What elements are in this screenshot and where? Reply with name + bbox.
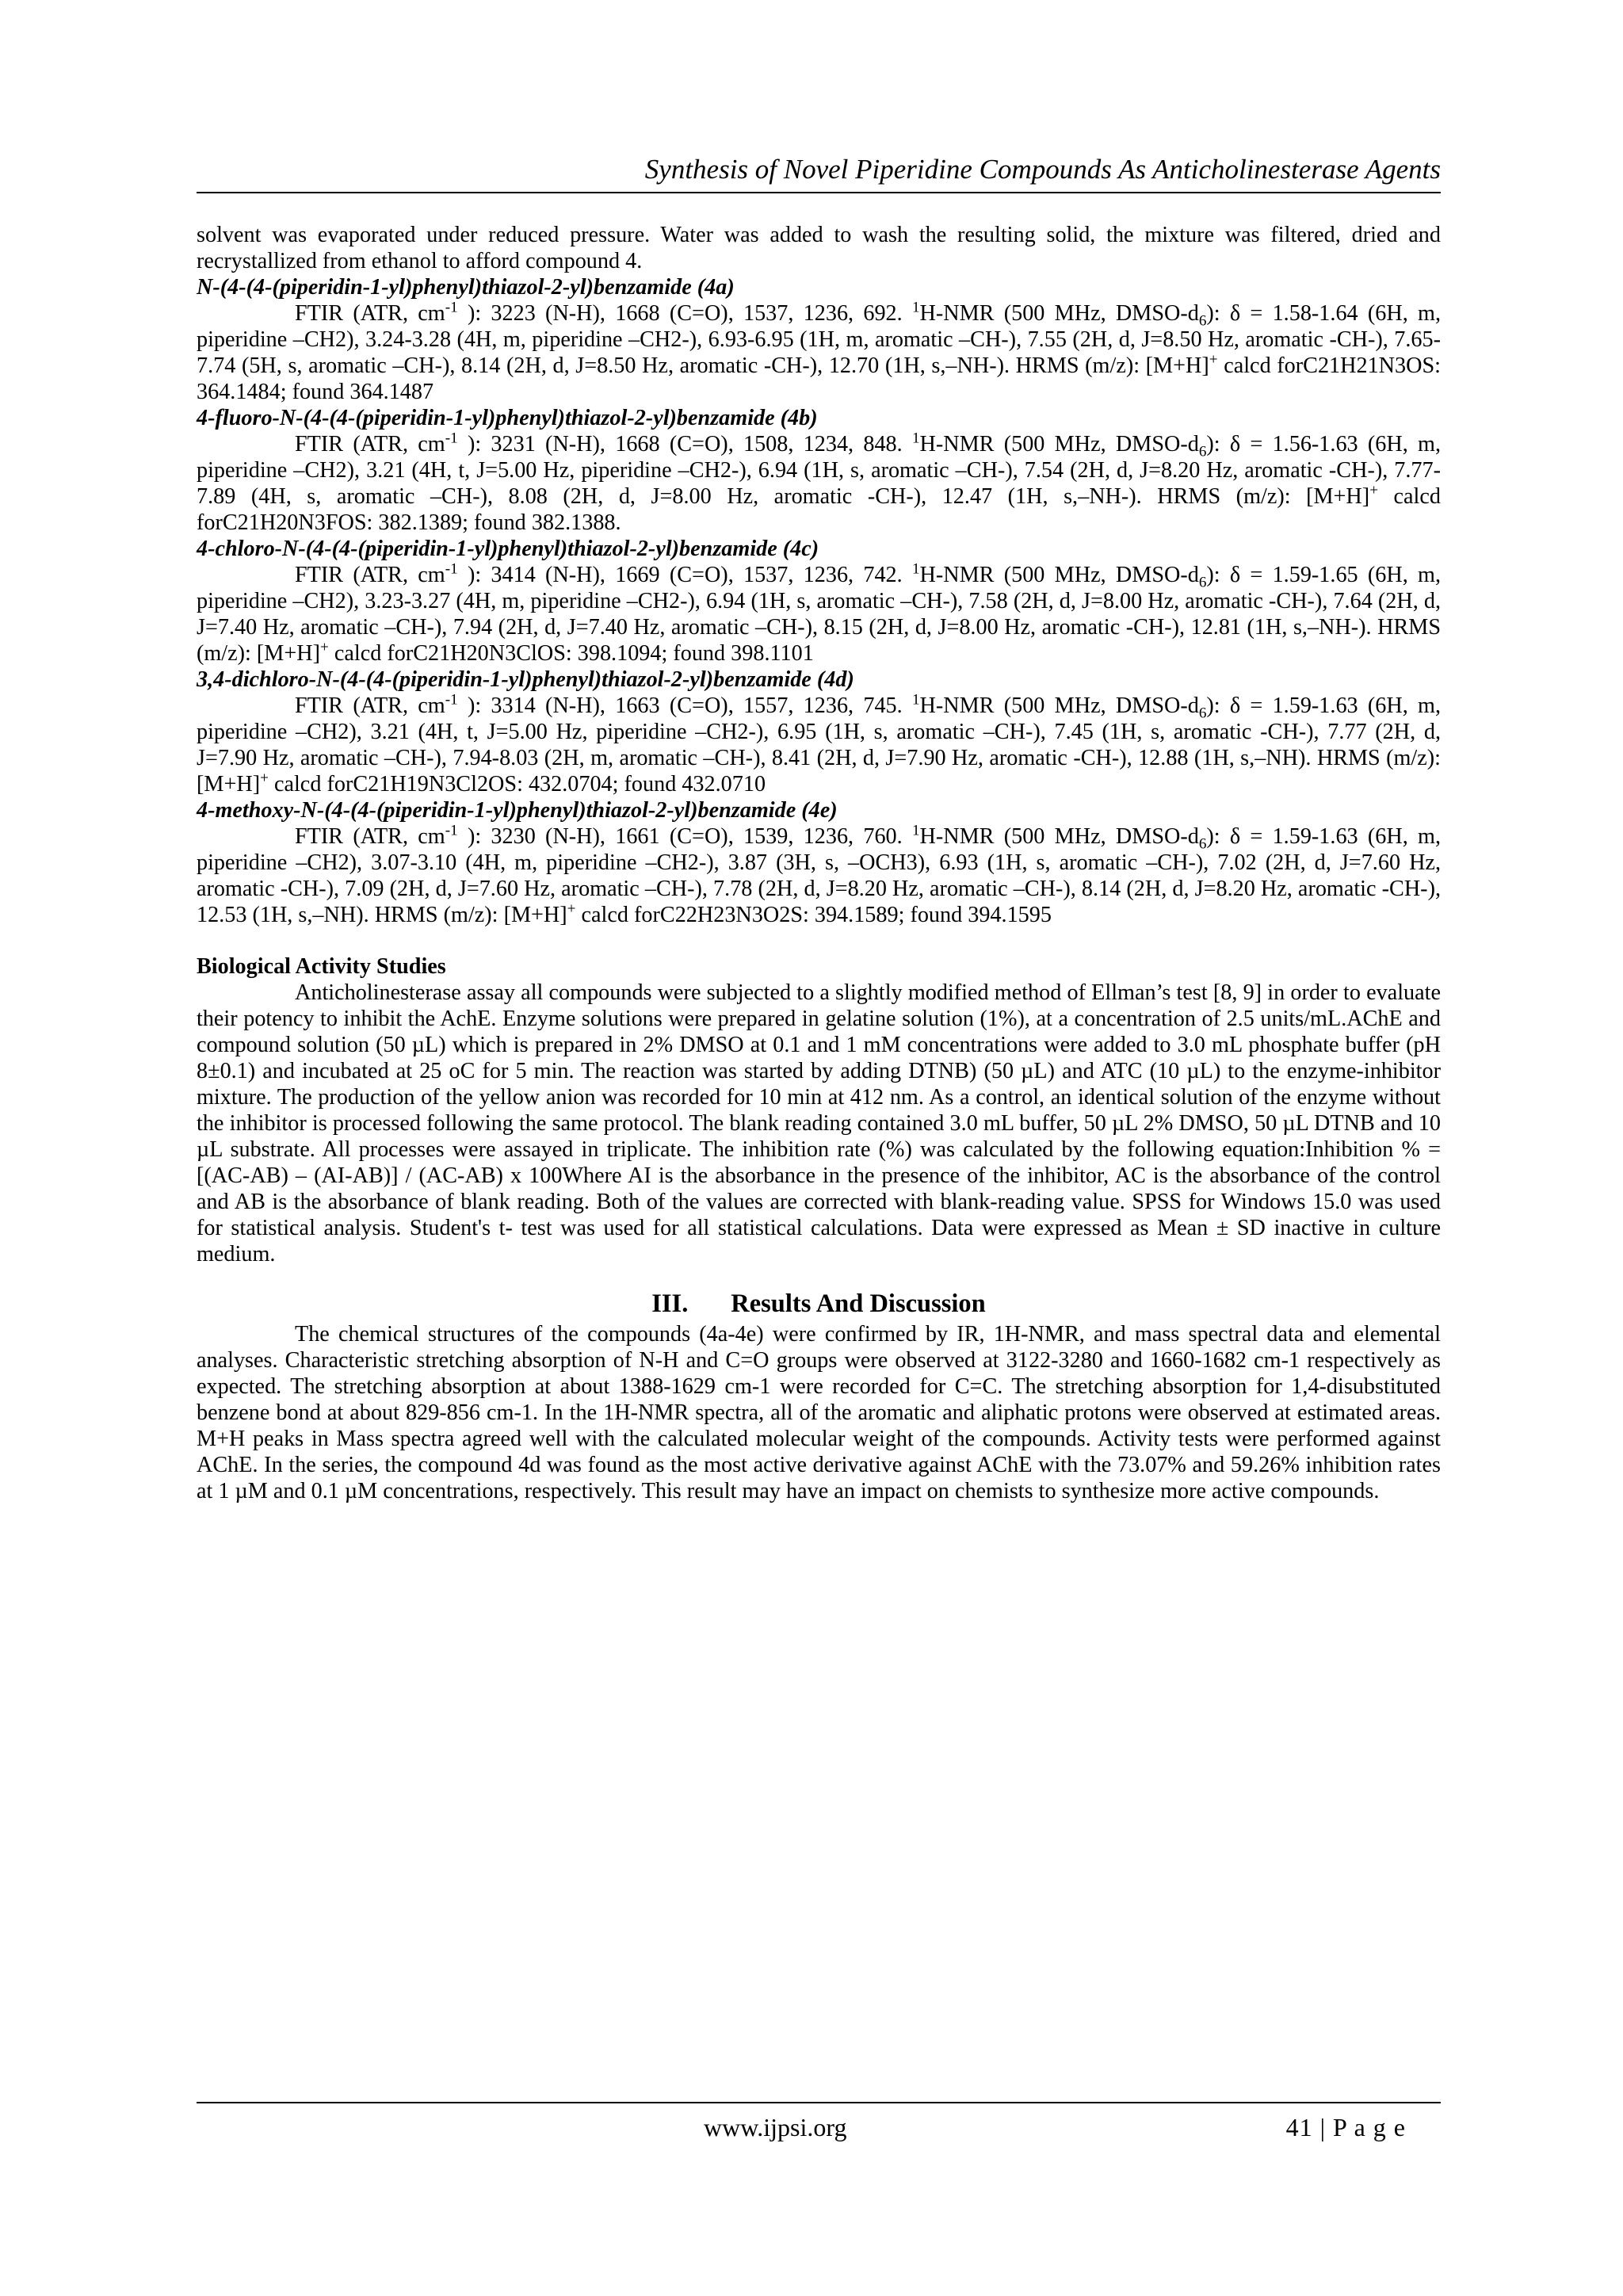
compound-title: 3,4-dichloro-N-(4-(4-(piperidin-1-yl)phenyl)thiazol-2-yl)benzamide (4d) [197,667,854,692]
compound-title: 4-fluoro-N-(4-(4-(piperidin-1-yl)phenyl)thiazol-2-yl)benzamide (4b) [197,406,818,430]
bio-paragraph: Anticholinesterase assay all compounds were subjected to a slightly modified method of Ellman’s test [8, 9] in order to evaluate their potency to inhibit the AchE. Enzyme solutions were prepared in gelatine solution (1%), at a concentration of 2.5 units/mL.AChE and compound solution (50 µL) which is prepared in 2% DMSO at 0.1 and 1 mM concentrations were added to 3.0 mL phosphate buffer (pH 8±0.1) and incubated at 25 oC for 5 min. The reaction was started by adding DTNB) (50 µL) and ATC (10 µL) to the enzyme-inhibitor mixture. The production of the yellow anion was recorded for 10 min at 412 nm. As a control, an identical solution of the enzyme without the inhibitor is processed following the same protocol. The blank reading contained 3.0 mL buffer, 50 µL 2% DMSO, 50 µL DTNB and 10 µL substrate. All processes were assayed in triplicate. The inhibition rate (%) was calculated by the following equation:Inhibition % = [(AC-AB) – (AI-AB)] / (AC-AB) x 100Where AI is the absorbance in the presence of the inhibitor, AC is the absorbance of the control and AB is the absorbance of blank reading. Both of the values are corrected with blank-reading value. SPSS for Windows 15.0 was used for statistical analysis. Student's t- test was used for all statistical calculations. Data were expressed as Mean ± SD inactive in culture medium. [197,980,1441,1266]
results-paragraph: The chemical structures of the compounds (4a-4e) were confirmed by IR, 1H-NMR, and mass spectral data and elemental analyses. Characteristic stretching absorption of N-H and C=O groups were observed at 3122-3280 and 1660-1682 cm-1 respectively as expected. The stretching absorption at about 1388-1629 cm-1 were recorded for C=C. The stretching absorption for 1,4-disubstituted benzene bond at about 829-856 cm-1. In the 1H-NMR spectra, all of the aromatic and aliphatic protons were observed at estimated areas. M+H peaks in Mass spectra agreed well with the calculated molecular weight of the compounds. Activity tests were performed against AChE. In the series, the compound 4d was found as the most active derivative against AChE with the 73.07% and 59.26% inhibition rates at 1 µM and 0.1 µM concentrations, respectively. This result may have an impact on chemists to synthesize more active compounds. [197,1322,1441,1503]
compound-4d [197,667,1441,797]
results-section-title: Results And Discussion [731,1289,986,1318]
compound-4a [197,274,1441,405]
page-number: 41 | P a g e [1285,2113,1406,2141]
compound-spectral-data: FTIR (ATR, $cm^{-1}$ ): 3314 (N-H), 1663 (C=O), 1557, 1236, 745. $^1$H-NMR (500 MHz, DMSO-$d_6$): δ = 1.59-1.63 (6H, m, piperidine –CH2), 3.21 (4H, t, J=5.00 Hz, piperidine –CH2-), 6.95 (1H, s, aromatic –CH-), 7.45 (1H, s, aromatic -CH-), 7.77 (2H, d, J=7.90 Hz, aromatic –CH-), 7.94-8.03 (2H, m, aromatic –CH-), 8.41 (2H, d, J=7.90 Hz, aromatic -CH-), 12.88 (1H, s,–NH). HRMS (m/z): [M+H]+ calcd forC21H19N3Cl2OS: 432.0704; found 432.0710 [197,691,1442,797]
bio-heading: Biological Activity Studies [197,954,446,979]
results-section-number: III. [651,1289,689,1318]
compound-spectral-data: FTIR (ATR, $cm^{-1}$ ): 3231 (N-H), 1668 (C=O), 1508, 1234, 848. $^1$H-NMR (500 MHz, DMSO-$d_6$): δ = 1.56-1.63 (6H, m, piperidine –CH2), 3.21 (4H, t, J=5.00 Hz, piperidine –CH2-), 6.94 (1H, s, aromatic –CH-), 7.54 (2H, d, J=8.20 Hz, aromatic -CH-), 7.77-7.89 (4H, s, aromatic –CH-), 8.08 (2H, d, J=8.00 Hz, aromatic -CH-), 12.47 (1H, s,–NH-). HRMS (m/z): [M+H]+ calcd forC21H20N3FOS: 382.1389; found 382.1388. [197,430,1442,535]
results-heading [197,1288,1441,1320]
footer-url: www.ijpsi.org [704,2113,847,2141]
header-rule [197,192,1441,193]
running-title: Synthesis of Novel Piperidine Compounds As Anticholinesterase Agents [644,154,1441,185]
compound-4b [197,405,1441,536]
compound-4e [197,797,1441,928]
compound-title: N-(4-(4-(piperidin-1-yl)phenyl)thiazol-2-yl)benzamide (4a) [197,275,735,300]
compound-spectral-data: FTIR (ATR, $cm^{-1}$ ): 3414 (N-H), 1669 (C=O), 1537, 1236, 742. $^1$H-NMR (500 MHz, DMSO-$d_6$): δ = 1.59-1.65 (6H, m, piperidine –CH2), 3.23-3.27 (4H, m, piperidine –CH2-), 6.94 (1H, s, aromatic –CH-), 7.58 (2H, d, J=8.00 Hz, aromatic -CH-), 7.64 (2H, d, J=7.40 Hz, aromatic –CH-), 7.94 (2H, d, J=7.40 Hz, aromatic –CH-), 8.15 (2H, d, J=8.00 Hz, aromatic -CH-), 12.81 (1H, s,–NH-). HRMS (m/z): [M+H]+ calcd forC21H20N3ClOS: 398.1094; found 398.1101 [197,560,1442,666]
compound-spectral-data: FTIR (ATR, $cm^{-1}$ ): 3223 (N-H), 1668 (C=O), 1537, 1236, 692. $^1$H-NMR (500 MHz, DMSO-$d_6$): δ = 1.58-1.64 (6H, m, piperidine –CH2), 3.24-3.28 (4H, m, piperidine –CH2-), 6.93-6.95 (1H, m, aromatic –CH-), 7.55 (2H, d, J=8.50 Hz, aromatic -CH-), 7.65-7.74 (5H, s, aromatic –CH-), 8.14 (2H, d, J=8.50 Hz, aromatic -CH-), 12.70 (1H, s,–NH-). HRMS (m/z): [M+H]+ calcd forC21H21N3OS: 364.1484; found 364.1487 [197,299,1442,404]
intro-paragraph: solvent was evaporated under reduced pressure. Water was added to wash the resulting solid, the mixture was filtered, dried and recrystallized from ethanol to afford compound 4. [197,223,1441,273]
compound-title: 4-chloro-N-(4-(4-(piperidin-1-yl)phenyl)thiazol-2-yl)benzamide (4c) [197,537,819,561]
section-spacer [197,928,1441,953]
compound-spectral-data: FTIR (ATR, $cm^{-1}$ ): 3230 (N-H), 1661 (C=O), 1539, 1236, 760. $^1$H-NMR (500 MHz, DMSO-$d_6$): δ = 1.59-1.63 (6H, m, piperidine –CH2), 3.07-3.10 (4H, m, piperidine –CH2-), 3.87 (3H, s, –OCH3), 6.93 (1H, s, aromatic –CH-), 7.02 (2H, d, J=7.60 Hz, aromatic -CH-), 7.09 (2H, d, J=7.60 Hz, aromatic –CH-), 7.78 (2H, d, J=8.20 Hz, aromatic –CH-), 8.14 (2H, d, J=8.20 Hz, aromatic -CH-), 12.53 (1H, s,–NH). HRMS (m/z): [M+H]+ calcd forC22H23N3O2S: 394.1589; found 394.1595 [197,822,1442,927]
footer-rule [197,2102,1441,2103]
article-body [197,222,1441,1504]
compound-4c [197,536,1441,667]
compound-title: 4-methoxy-N-(4-(4-(piperidin-1-yl)phenyl)thiazol-2-yl)benzamide (4e) [197,798,838,823]
